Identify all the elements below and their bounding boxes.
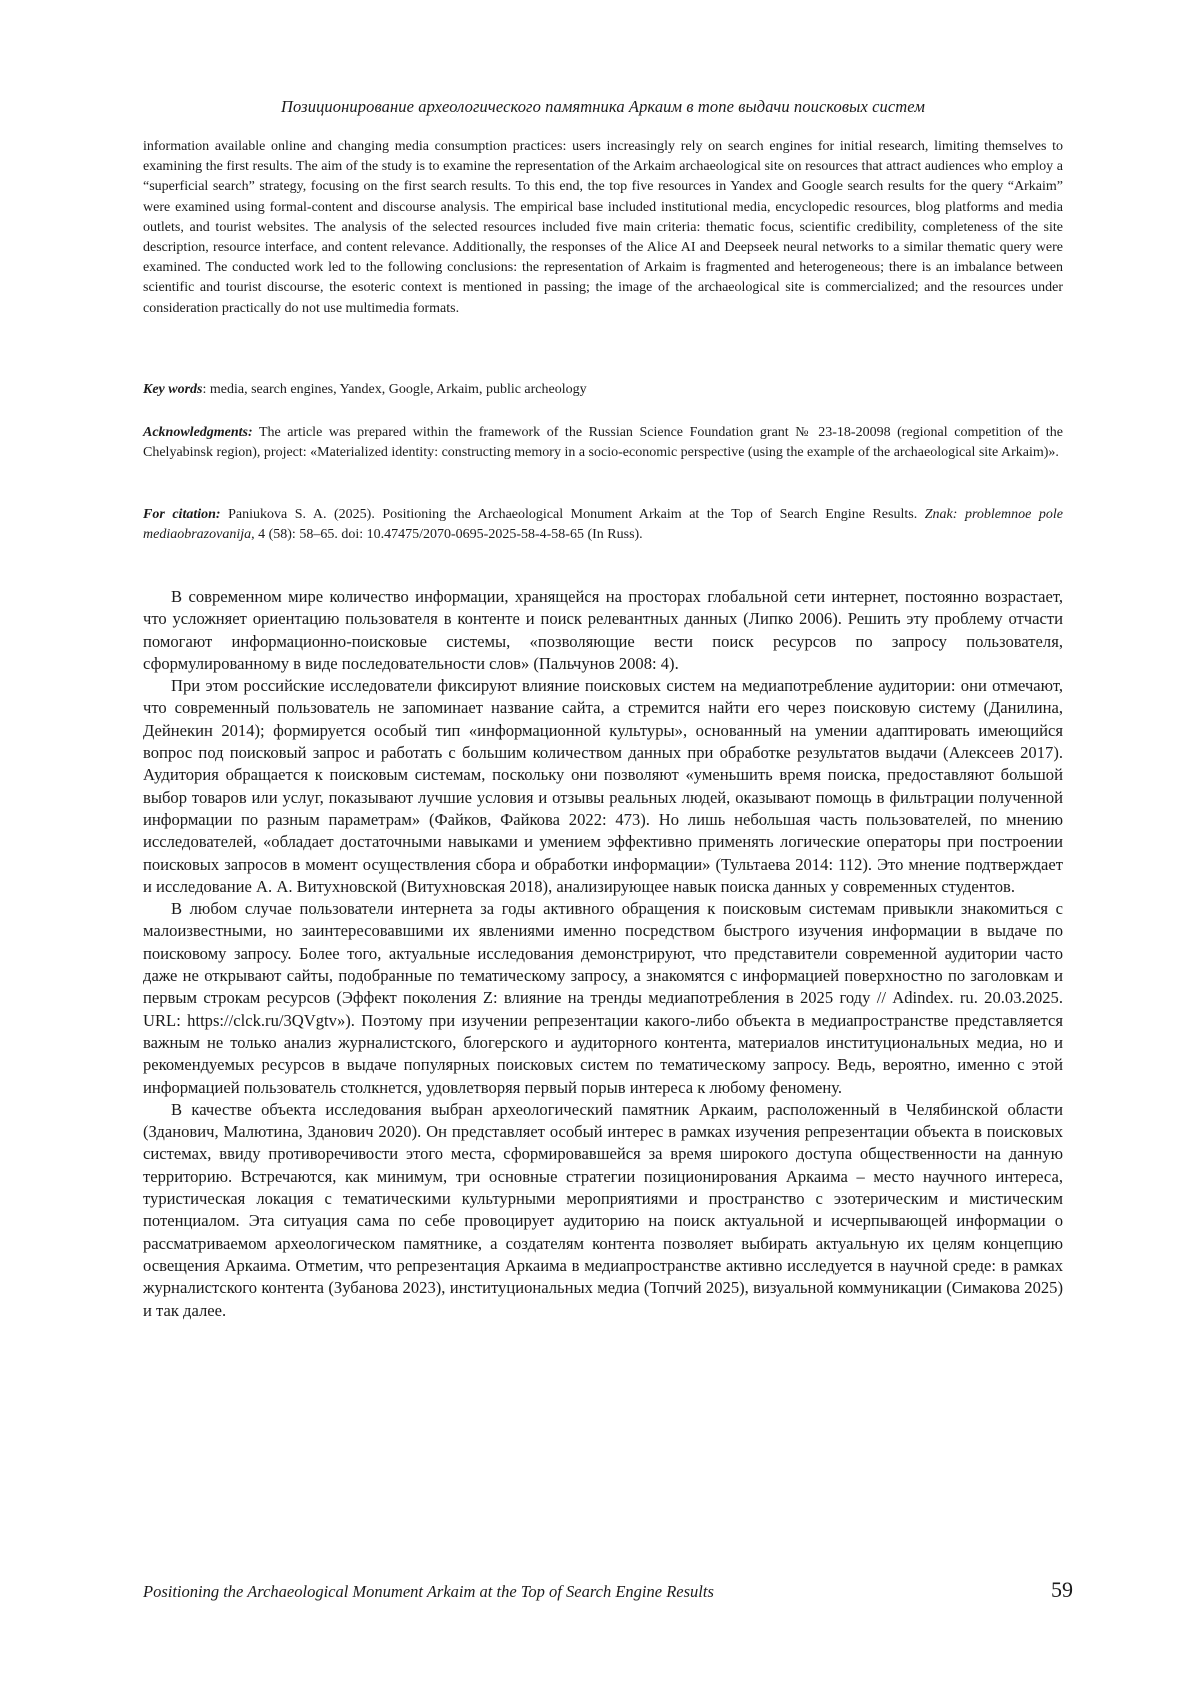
keywords-text: : media, search engines, Yandex, Google, Arkaim, public archeology <box>202 382 587 397</box>
keywords-label: Key words <box>143 382 203 397</box>
running-head: Позиционирование археологического памятника Аркаим в топе выдачи поисковых систем <box>281 97 925 116</box>
acknowledgments-label: Acknowledgments: <box>143 425 253 440</box>
body-paragraph-3: В любом случае пользователи интернета за годы активного обращения к поисковым системам привыкли знакомиться с малоизвестными, но заинтересовавшими их явлениями именно посредством быстрого изучения информации в выдаче по поисковому запросу. Более того, актуальные исследования демонстрируют, что представители современной аудитории часто даже не открывают сайты, подобранные по тематическому запросу, а знакомятся с информацией поверхностно по заголовкам и первым строкам ресурсов (Эффект поколения Z: влияние на тренды медиапотребления в 2025 году // Adindex. ru. 20.03.2025. URL: https://clck.ru/3QVgtv»). Поэтому при изучении репрезентации какого-либо объекта в медиапространстве представляется важным не только анализ журналистского, блогерского и аудиторного контента, материалов институциональных медиа, но и рекомендуемых ресурсов в выдаче популярных поисковых систем по тематическому запросу. Ведь, вероятно, именно с этой информацией пользователь столкнется, удовлетворяя первый порыв интереса к любому феномену. <box>143 899 1063 1097</box>
keywords <box>143 380 1063 400</box>
acknowledgments <box>143 423 1063 463</box>
page-number: 59 <box>1051 1577 1073 1602</box>
body-paragraph-2: При этом российские исследователи фиксируют влияние поисковых систем на медиапотребление аудитории: они отмечают, что современный пользователь не запоминает название сайта, а стремится найти его через поисковую систему (Данилина, Дейнекин 2014); формируется особый тип «информационной культуры», основанный на умении адаптировать имеющийся вопрос под поисковый запрос и работать с большим количеством данных при обработке результатов выдачи (Алексеев 2017). Аудитория обращается к поисковым системам, поскольку они позволяют «уменьшить время поиска, предоставляют большой выбор товаров или услуг, показывают лучшие условия и отзывы реальных людей, оказывают помощь в фильтрации полученной информации по разным параметрам» (Файков, Файкова 2022: 473). Но лишь небольшая часть пользователей, по мнению исследователей, «обладает достаточными навыками и умением эффективно применять логические операторы при построении поисковых запросов в момент осуществления сбора и обработки информации» (Тультаева 2014: 112). Это мнение подтверждает и исследование А. А. Витухновской (Витухновская 2018), анализирующее навык поиска данных у современных студентов. <box>143 676 1063 896</box>
citation-text-after: , 4 (58): 58–65. doi: 10.47475/2070-0695-2025-58-4-58-65 (In Russ). <box>251 527 643 543</box>
citation-journal: Znak: problemnoe pole mediaobrazovanija <box>143 507 1063 543</box>
abstract-text: information available online and changing media consumption practices: users increasingly rely on search engines for initial research, limiting themselves to examining the first results. The aim of the study is to examine the representation of the Arkaim archaeological site on resources that attract audiences who employ a “superficial search” strategy, focusing on the first search results. To this end, the top five resources in Yandex and Google search results for the query “Arkaim” were examined using formal-content and discourse analysis. The empirical base included institutional media, encyclopedic resources, blog platforms and media outlets, and tourist websites. The analysis of the selected resources included five main criteria: thematic focus, scientific credibility, completeness of the site description, resource interface, and content relevance. Additionally, the responses of the Alice AI and Deepseek neural networks to a similar thematic query were examined. The conducted work led to the following conclusions: the representation of Arkaim is fragmented and heterogeneous; there is an imbalance between scientific and tourist discourse, the esoteric context is mentioned in passing; the image of the archaeological site is commercialized; and the resources under consideration practically do not use multimedia formats. <box>143 139 1063 316</box>
main-text <box>143 586 1063 1322</box>
citation-label: For citation: <box>143 507 221 522</box>
citation <box>143 505 1063 545</box>
footer-title: Positioning the Archaeological Monument Arkaim at the Top of Search Engine Results <box>143 1582 714 1601</box>
body-paragraph-1: В современном мире количество информации, хранящейся на просторах глобальной сети интернет, постоянно возрастает, что усложняет ориентацию пользователя в контенте и поиск релевантных данных (Липко 2006). Решить эту проблему отчасти помогают информационно-поисковые системы, «позволяющие вести поиск ресурсов по запросу пользователя, сформулированному в виде последовательности слов» (Пальчунов 2008: 4). <box>143 587 1063 673</box>
body-paragraph-4: В качестве объекта исследования выбран археологический памятник Аркаим, расположенный в Челябинской области (Зданович, Малютина, Зданович 2020). Он представляет особый интерес в рамках изучения репрезентации объекта в поисковых системах, ввиду противоречивости этого места, сформировавшейся за время широкого доступа общественности на данную территорию. Встречаются, как минимум, три основные стратегии позиционирования Аркаима – место научного интереса, туристическая локация с тематическими культурными мероприятиями и пространство с эзотерическим и мистическим потенциалом. Эта ситуация сама по себе провоцирует аудиторию на поиск актуальной и исчерпывающей информации о рассматриваемом археологическом памятнике, а создателям контента позволяет выбирать актуальную их целям концепцию освещения Аркаима. Отметим, что репрезентация Аркаима в медиапространстве активно исследуется в научной среде: в рамках журналистского контента (Зубанова 2023), институциональных медиа (Топчий 2025), визуальной коммуникации (Симакова 2025) и так далее. <box>143 1099 1063 1320</box>
acknowledgments-text: The article was prepared within the framework of the Russian Science Foundation grant № 23-18-20098 (regional competition of the Chelyabinsk region), project: «Materialized identity: constructing memory in a socio-economic perspective (using the example of the archaeological site Arkaim)». <box>143 425 1063 461</box>
citation-text-before: Paniukova S. A. (2025). Positioning the Archaeological Monument Arkaim at the Top of Search Engine Results. <box>220 507 925 522</box>
